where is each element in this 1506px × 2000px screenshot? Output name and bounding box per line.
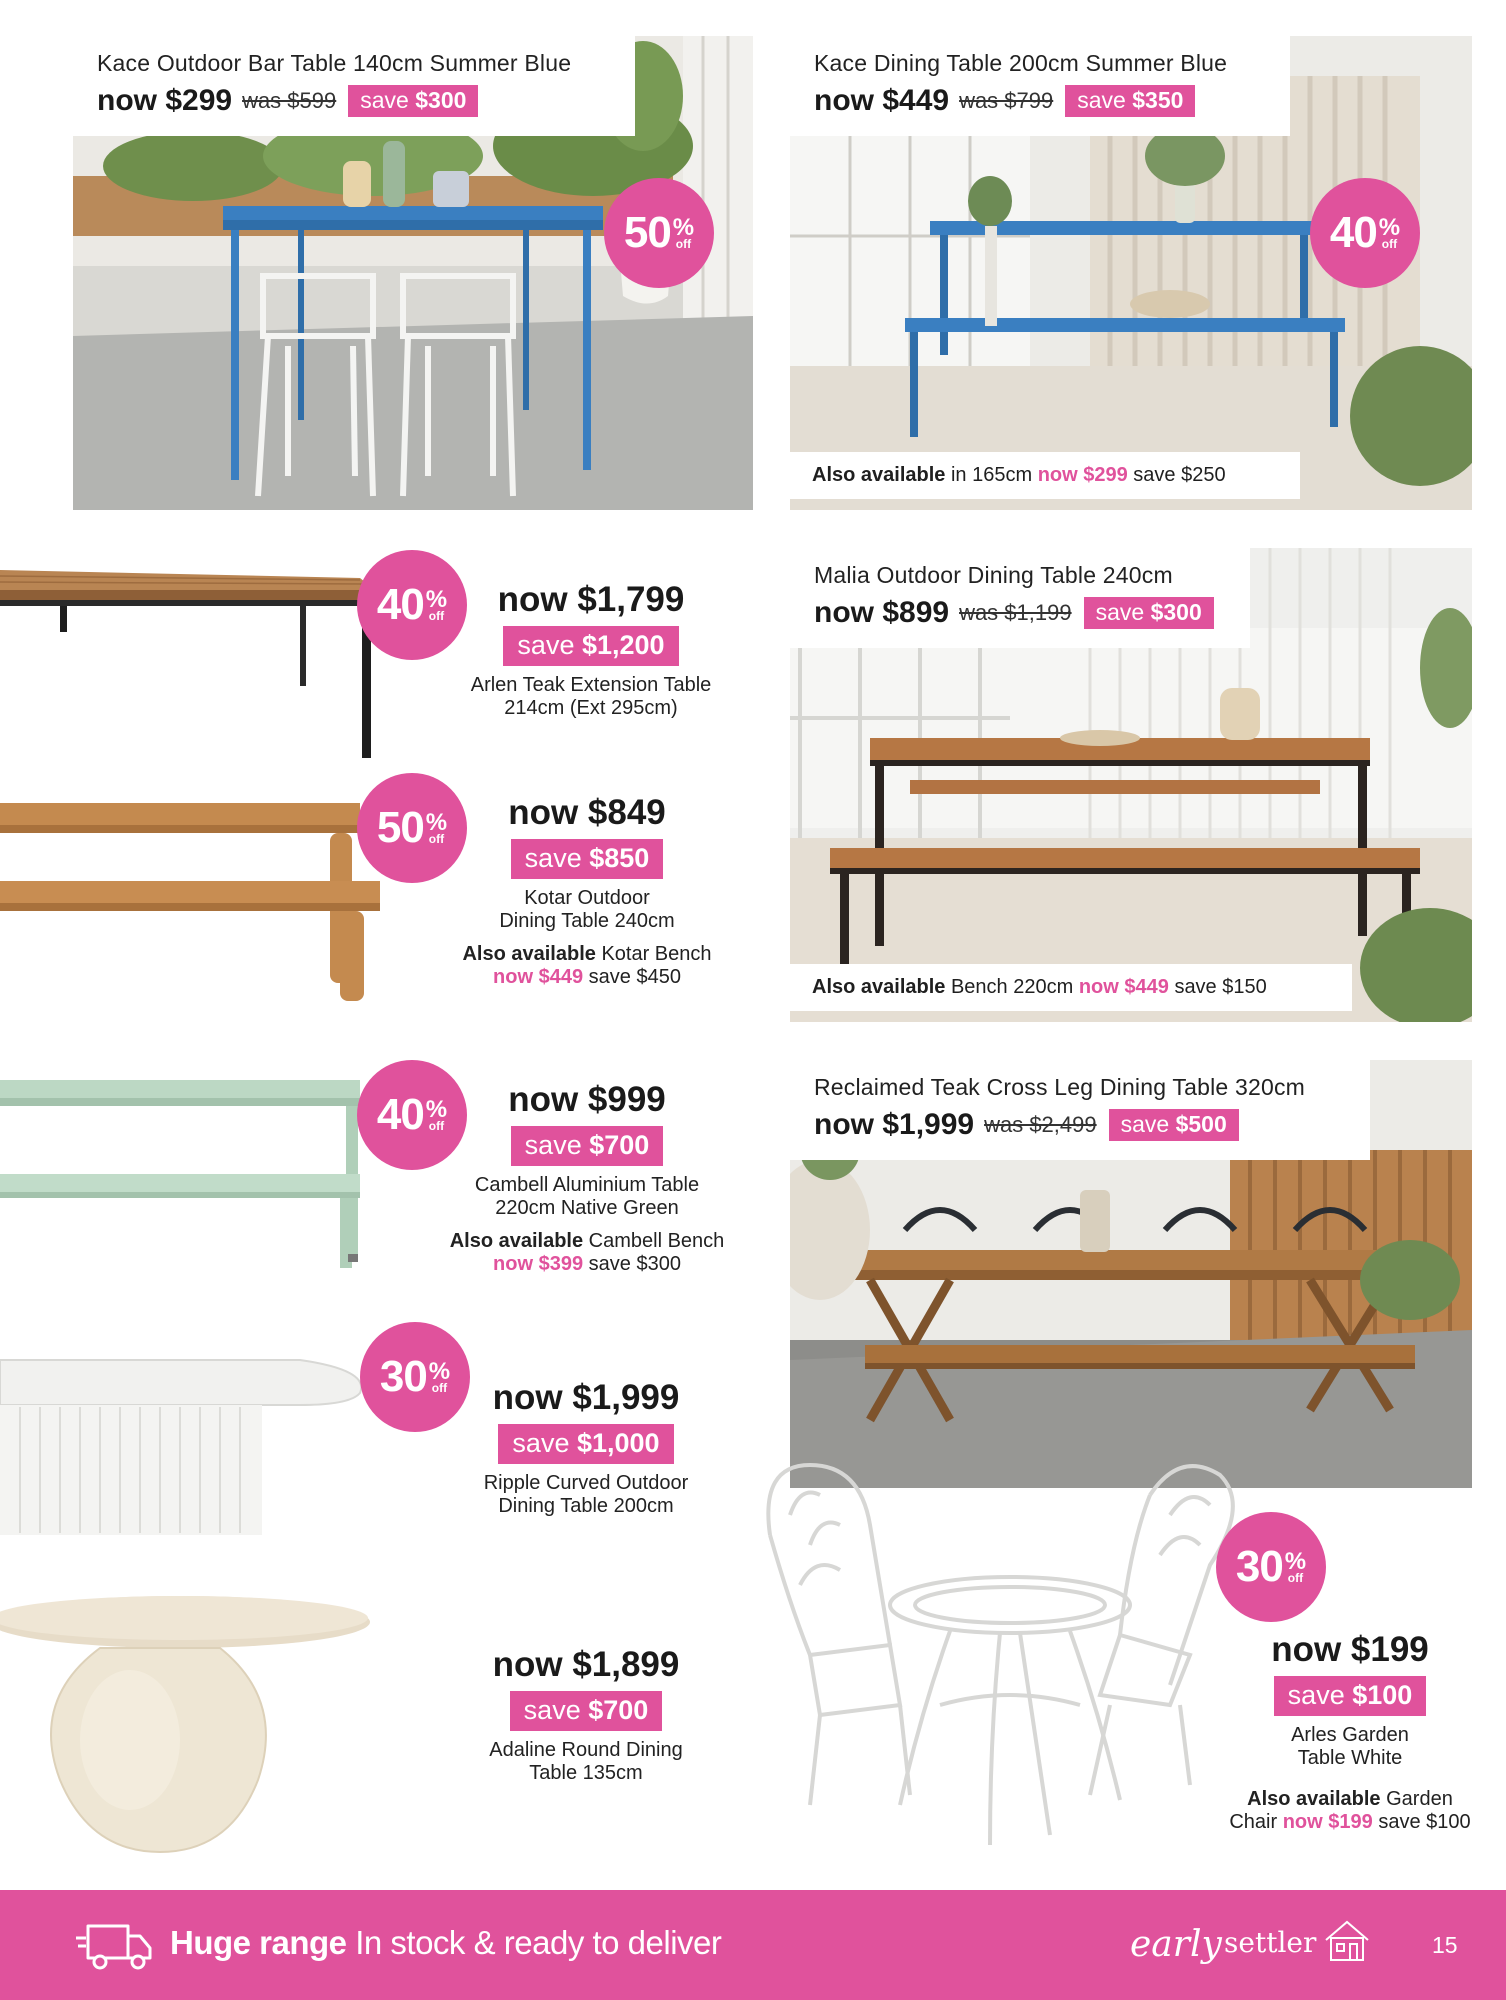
- save-label: save: [512, 1428, 570, 1459]
- page-number: 15: [1432, 1932, 1458, 1958]
- badge-percent: %: [1284, 1548, 1307, 1575]
- malia-was-price: was $1,199: [959, 600, 1072, 625]
- badge-number: 30: [379, 1352, 427, 1401]
- save-amount: $1,000: [576, 1428, 660, 1459]
- save-label: save: [1120, 1111, 1170, 1137]
- name-line2: Dining Table 240cm: [499, 910, 675, 933]
- badge-off: off: [428, 832, 445, 846]
- adaline-product-name: [436, 1739, 736, 1785]
- cambell-table-photo: [0, 1078, 390, 1288]
- badge-number: 50: [376, 803, 424, 852]
- also-now-price: now $399: [493, 1253, 584, 1276]
- save-label: save: [1095, 599, 1145, 625]
- badge-percent: %: [425, 809, 448, 836]
- also-save: save $150: [1174, 976, 1267, 998]
- ripple-price-block: [436, 1378, 736, 1518]
- also-now-price: now $449: [493, 966, 584, 989]
- badge-percent: %: [425, 586, 448, 613]
- kace-dining-title: Kace Dining Table 200cm Summer Blue: [814, 50, 1228, 76]
- save-amount: $700: [589, 1130, 650, 1161]
- badge-off: off: [675, 237, 692, 251]
- arles-discount-badge: [1216, 1512, 1326, 1622]
- kotar-also-available: [426, 943, 748, 989]
- malia-price-panel: [790, 548, 1250, 648]
- kace-dining-also-available: [790, 452, 1300, 499]
- adaline-price-block: [436, 1645, 736, 1785]
- reclaimed-now-price: now $1,999: [814, 1108, 975, 1141]
- also-now-price: now $199: [1282, 1811, 1373, 1834]
- save-amount: $1,200: [581, 630, 665, 661]
- also-label: Also available: [449, 1230, 584, 1253]
- also-label: Also available: [812, 464, 946, 486]
- save-amount: $350: [1132, 87, 1184, 113]
- arles-garden-set-photo: [750, 1455, 1270, 1855]
- also-label: Also available: [812, 976, 946, 998]
- name-line1: Arlen Teak Extension Table: [470, 674, 712, 697]
- kotar-now-price: now $849: [508, 793, 666, 832]
- kotar-table-photo: [0, 795, 390, 1010]
- reclaimed-title: Reclaimed Teak Cross Leg Dining Table 320cm: [814, 1074, 1306, 1100]
- malia-save-tag: [1084, 597, 1214, 629]
- save-amount: $300: [415, 87, 467, 113]
- name-line2: Table 135cm: [529, 1762, 643, 1785]
- cambell-save-tag: [511, 1126, 664, 1166]
- arles-save-tag: [1274, 1676, 1427, 1716]
- cambell-product-name: [426, 1174, 748, 1220]
- also-text: in 165cm: [950, 464, 1033, 486]
- arles-now-price: now $199: [1271, 1630, 1429, 1669]
- save-amount: $300: [1150, 599, 1202, 625]
- arlen-price-block: [436, 580, 746, 720]
- ripple-save-tag: [498, 1424, 673, 1464]
- save-amount: $850: [589, 843, 650, 874]
- cambell-price-block: [426, 1080, 748, 1276]
- reclaimed-save-tag: [1109, 1109, 1239, 1141]
- also-line2: Chair: [1229, 1811, 1278, 1834]
- save-label: save: [1077, 87, 1126, 113]
- badge-off: off: [428, 1119, 445, 1133]
- save-amount: $500: [1175, 1111, 1227, 1137]
- save-label: save: [1287, 1680, 1345, 1711]
- name-line1: Ripple Curved Outdoor: [483, 1472, 689, 1495]
- kace-bar-save-tag: [348, 85, 478, 117]
- badge-off: off: [1381, 237, 1398, 251]
- also-save: save $300: [588, 1253, 681, 1276]
- kace-dining-price-panel: [790, 36, 1290, 136]
- malia-title: Malia Outdoor Dining Table 240cm: [814, 562, 1173, 588]
- kotar-price-block: [426, 793, 748, 989]
- also-save: save $250: [1133, 464, 1226, 486]
- badge-number: 40: [376, 1090, 424, 1139]
- also-save: save $450: [588, 966, 681, 989]
- name-line1: Adaline Round Dining: [489, 1739, 683, 1762]
- also-text: Kotar Bench: [601, 943, 712, 966]
- badge-percent: %: [672, 214, 695, 241]
- name-line2: 214cm (Ext 295cm): [504, 697, 678, 720]
- name-line1: Arles Garden: [1291, 1724, 1409, 1747]
- early-settler-logo: [1130, 1912, 1380, 1978]
- ripple-table-photo: [0, 1355, 370, 1540]
- badge-number: 50: [623, 208, 671, 257]
- badge-percent: %: [425, 1096, 448, 1123]
- cambell-now-price: now $999: [508, 1080, 666, 1119]
- also-save: save $100: [1378, 1811, 1471, 1834]
- arlen-save-tag: [503, 626, 678, 666]
- also-label: Also available: [1247, 1788, 1381, 1811]
- badge-off: off: [1287, 1571, 1304, 1585]
- save-label: save: [524, 843, 582, 874]
- kace-dining-now-price: now $449: [814, 84, 950, 117]
- badge-off: off: [431, 1381, 448, 1395]
- arles-also-available: [1200, 1788, 1500, 1834]
- also-text: Cambell Bench: [588, 1230, 725, 1253]
- name-line1: Cambell Aluminium Table: [474, 1174, 700, 1197]
- also-text: Garden: [1386, 1788, 1453, 1811]
- adaline-save-tag: [510, 1691, 663, 1731]
- badge-number: 40: [376, 580, 424, 629]
- logo-word-early: early: [1130, 1924, 1222, 1965]
- kace-dining-discount-badge: [1310, 178, 1420, 288]
- kace-dining-save-tag: [1065, 85, 1195, 117]
- malia-now-price: now $899: [814, 596, 950, 629]
- badge-number: 40: [1329, 208, 1377, 257]
- kace-bar-price-panel: [73, 36, 635, 136]
- kotar-save-tag: [511, 839, 664, 879]
- footer-tagline-bold: Huge range: [170, 1924, 347, 1961]
- also-now-price: now $449: [1078, 976, 1169, 998]
- badge-percent: %: [428, 1358, 451, 1385]
- badge-off: off: [428, 609, 445, 623]
- logo-word-settler: settler: [1224, 1926, 1317, 1959]
- arles-product-name: [1200, 1724, 1500, 1770]
- ripple-product-name: [436, 1472, 736, 1518]
- kace-dining-was-price: was $799: [959, 88, 1054, 113]
- house-logo-icon: [1322, 1918, 1372, 1964]
- footer-tagline-rest: In stock & ready to deliver: [355, 1924, 722, 1961]
- save-label: save: [360, 87, 409, 113]
- footer-banner: [0, 1890, 1506, 2000]
- cambell-also-available: [426, 1230, 748, 1276]
- badge-percent: %: [1378, 214, 1401, 241]
- arlen-product-name: [436, 674, 746, 720]
- arlen-now-price: now $1,799: [497, 580, 685, 619]
- name-line2: 220cm Native Green: [495, 1197, 679, 1220]
- name-line2: Dining Table 200cm: [498, 1495, 674, 1518]
- kace-bar-title: Kace Outdoor Bar Table 140cm Summer Blue: [97, 50, 572, 76]
- kace-bar-now-price: now $299: [97, 84, 233, 117]
- arlen-table-photo: [0, 570, 390, 760]
- footer-tagline: [170, 1924, 721, 1962]
- save-label: save: [524, 1130, 582, 1161]
- save-label: save: [523, 1695, 581, 1726]
- save-amount: $100: [1352, 1680, 1413, 1711]
- arles-price-block: [1200, 1630, 1500, 1834]
- name-line2: Table White: [1297, 1747, 1403, 1770]
- ripple-now-price: now $1,999: [492, 1378, 680, 1417]
- kace-bar-discount-badge: [604, 178, 714, 288]
- kotar-product-name: [426, 887, 748, 933]
- malia-also-available: [790, 964, 1352, 1011]
- also-text: Bench 220cm: [950, 976, 1074, 998]
- reclaimed-price-panel: [790, 1060, 1370, 1160]
- adaline-now-price: now $1,899: [492, 1645, 680, 1684]
- save-amount: $700: [588, 1695, 649, 1726]
- badge-number: 30: [1235, 1542, 1283, 1591]
- also-now-price: now $299: [1037, 464, 1128, 486]
- kace-bar-was-price: was $599: [242, 88, 337, 113]
- adaline-table-photo: [0, 1590, 380, 1870]
- also-label: Also available: [462, 943, 596, 966]
- delivery-truck-icon: [74, 1920, 154, 1972]
- save-label: save: [517, 630, 575, 661]
- reclaimed-was-price: was $2,499: [984, 1112, 1097, 1137]
- name-line1: Kotar Outdoor: [524, 887, 650, 910]
